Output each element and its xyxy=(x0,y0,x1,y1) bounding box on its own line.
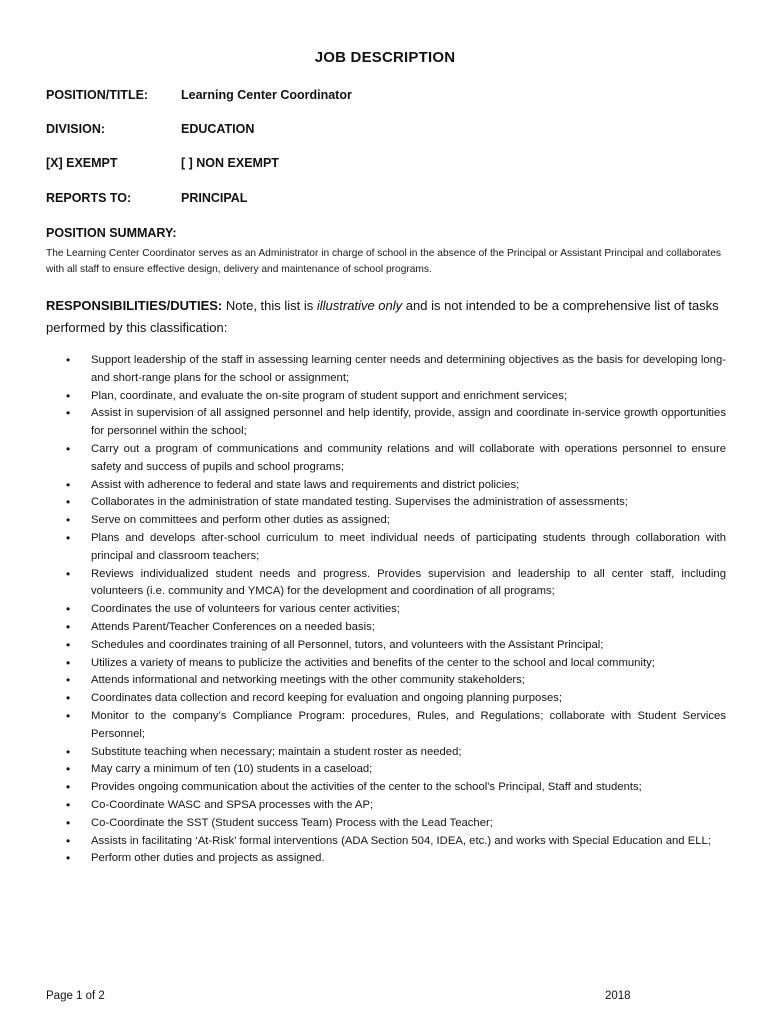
duty-text: Carry out a program of communications and community relations and will collaborate with operations personnel to ensure safety and success of pupils and school programs; xyxy=(91,442,726,473)
duty-text: Co-Coordinate the SST (Student success Team) Process with the Lead Teacher; xyxy=(91,816,493,829)
duty-item xyxy=(46,619,726,637)
duty-item xyxy=(46,494,726,512)
duty-item xyxy=(46,477,726,495)
bullet-icon: • xyxy=(66,477,71,492)
field-value: Learning Center Coordinator xyxy=(181,88,352,102)
duty-text: Substitute teaching when necessary; maintain a student roster as needed; xyxy=(91,745,462,758)
summary-text: The Learning Center Coordinator serves as an Administrator in charge of school in the absence of the Principal or Assistant Principal and collaborates with all staff to ensure effective design, delivery and maintenance of school programs. xyxy=(46,248,722,275)
duty-item xyxy=(46,352,726,388)
duty-item xyxy=(46,850,726,868)
duty-text: Coordinates the use of volunteers for various center activities; xyxy=(91,603,400,616)
duty-text: Attends informational and networking meetings with the other community stakeholders; xyxy=(91,674,525,687)
duty-item xyxy=(46,815,726,833)
page-number: Page 1 of 2 xyxy=(46,990,105,1002)
bullet-icon: • xyxy=(66,833,71,848)
field-label: [X] EXEMPT xyxy=(46,156,118,170)
duty-item xyxy=(46,405,726,441)
duty-text: Support leadership of the staff in assessing learning center needs and determining objectives as the basis for developing long- and short-range plans for the school or assignment; xyxy=(91,354,726,384)
duty-item xyxy=(46,655,726,673)
bullet-icon: • xyxy=(66,566,71,581)
bullet-icon: • xyxy=(66,619,71,634)
bullet-icon: • xyxy=(66,441,71,456)
field-value: [ ] NON EXEMPT xyxy=(181,156,279,170)
duty-text: May carry a minimum of ten (10) students in a caseload; xyxy=(91,763,373,776)
responsibilities-intro xyxy=(46,295,726,339)
bullet-icon: • xyxy=(66,495,71,510)
duty-text: Perform other duties and projects as assigned. xyxy=(91,852,325,865)
duty-text: Utilizes a variety of means to publicize the activities and benefits of the center to the school and local community; xyxy=(91,656,655,669)
bullet-icon: • xyxy=(66,530,71,545)
responsibilities-intro-emphasis: illustrative only xyxy=(316,298,403,313)
duty-item xyxy=(46,708,726,744)
duty-item xyxy=(46,672,726,690)
duty-text: Coordinates data collection and record keeping for evaluation and ongoing planning purposes; xyxy=(91,692,563,705)
bullet-icon: • xyxy=(66,388,71,403)
bullet-icon: • xyxy=(66,815,71,830)
bullet-icon: • xyxy=(66,691,71,706)
field-label: DIVISION: xyxy=(46,122,106,136)
field-value: PRINCIPAL xyxy=(181,191,248,205)
responsibilities-intro-before: Note, this list is xyxy=(222,298,317,313)
duty-text: Attends Parent/Teacher Conferences on a needed basis; xyxy=(91,620,375,633)
duty-item xyxy=(46,690,726,708)
field-label: POSITION/TITLE: xyxy=(46,88,149,102)
summary-heading: POSITION SUMMARY: xyxy=(46,226,177,240)
duty-item xyxy=(46,779,726,797)
duty-item xyxy=(46,388,726,406)
duty-text: Reviews individualized student needs and progress. Provides supervision and leadership to all center staff, including volunteers (i.e. community and YMCA) for the development and coordination of all programs; xyxy=(91,567,726,598)
duty-text: Assist in supervision of all assigned personnel and help identify, provide, assign and coordinate in-service growth opportunities for personnel within the school; xyxy=(91,407,726,438)
field-label: REPORTS TO: xyxy=(46,191,132,205)
duty-text: Schedules and coordinates training of all Personnel, tutors, and volunteers with the Assistant Principal; xyxy=(91,638,604,651)
bullet-icon: • xyxy=(66,708,71,723)
duty-item xyxy=(46,833,726,851)
bullet-icon: • xyxy=(66,673,71,688)
bullet-icon: • xyxy=(66,762,71,777)
bullet-icon: • xyxy=(66,851,71,866)
duty-text: Plans and develops after-school curriculum to meet individual needs of participating students through collaboration with principal and classroom teachers; xyxy=(91,531,726,562)
duty-text: Plan, coordinate, and evaluate the on-site program of student support and enrichment services; xyxy=(91,389,568,402)
document-title: JOB DESCRIPTION xyxy=(314,49,456,66)
duty-item xyxy=(46,797,726,815)
duty-text: Assists in facilitating ‘At-Risk’ formal interventions (ADA Section 504, IDEA, etc.) and works with Special Education and ELL; xyxy=(91,834,711,847)
duty-text: Serve on committees and perform other duties as assigned; xyxy=(91,514,390,527)
duty-text: Collaborates in the administration of state mandated testing. Supervises the administration of assessments; xyxy=(91,496,628,509)
duty-item xyxy=(46,637,726,655)
duty-text: Co-Coordinate WASC and SPSA processes with the AP; xyxy=(91,798,374,811)
duty-item xyxy=(46,744,726,762)
bullet-icon: • xyxy=(66,744,71,759)
duty-text: Monitor to the company’s Compliance Program: procedures, Rules, and Regulations; collaborate with Student Services Personnel; xyxy=(91,709,726,740)
bullet-icon: • xyxy=(66,513,71,528)
duty-item xyxy=(46,530,726,566)
duty-item xyxy=(46,441,726,477)
duty-text: Provides ongoing communication about the activities of the center to the school's Principal, Staff and students; xyxy=(91,781,642,794)
duties-list xyxy=(46,352,726,868)
duty-item xyxy=(46,512,726,530)
field-value: EDUCATION xyxy=(181,122,255,136)
responsibilities-intro-after: and is not intended to be a comprehensive list of tasks performed by this classification: xyxy=(46,298,719,335)
bullet-icon: • xyxy=(66,406,71,421)
duty-item xyxy=(46,566,726,602)
bullet-icon: • xyxy=(66,655,71,670)
bullet-icon: • xyxy=(66,780,71,795)
duty-item xyxy=(46,601,726,619)
bullet-icon: • xyxy=(66,602,71,617)
bullet-icon: • xyxy=(66,797,71,812)
document-year: 2018 xyxy=(605,990,631,1002)
duty-text: Assist with adherence to federal and state laws and requirements and district policies; xyxy=(91,478,520,491)
bullet-icon: • xyxy=(66,637,71,652)
duty-item xyxy=(46,761,726,779)
bullet-icon: • xyxy=(66,353,71,367)
responsibilities-heading: RESPONSIBILITIES/DUTIES: xyxy=(46,298,223,313)
